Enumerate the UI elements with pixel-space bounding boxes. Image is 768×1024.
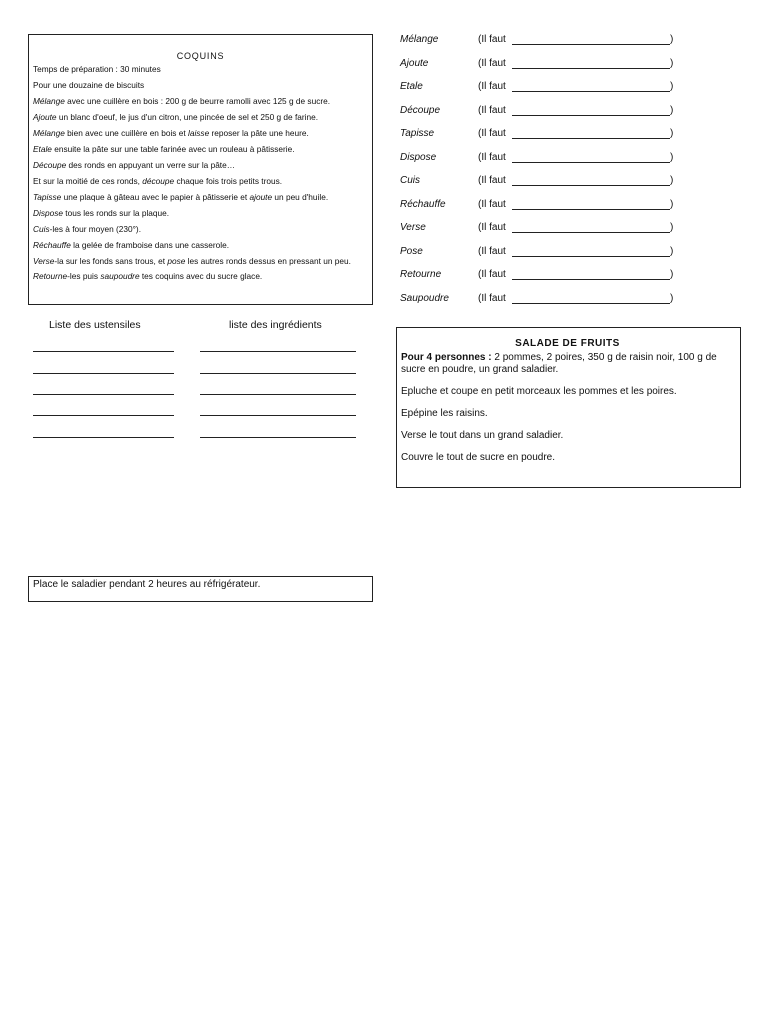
il-faut-label: (Il faut	[478, 199, 506, 210]
coquins-step: Découpe des ronds en appuyant un verre sur la pâte…	[33, 160, 236, 170]
verb-answer-blank[interactable]	[512, 209, 670, 210]
verb-row	[400, 58, 680, 74]
ingredients-list-label: liste des ingrédients	[229, 319, 322, 331]
il-faut-label: (Il faut	[478, 152, 506, 163]
utensil-blank-line[interactable]	[33, 415, 174, 416]
verb-row	[400, 175, 680, 191]
utensils-list-label: Liste des ustensiles	[49, 319, 141, 331]
il-faut-label: (Il faut	[478, 175, 506, 186]
il-faut-label: (Il faut	[478, 58, 506, 69]
coquins-prep-time: Temps de préparation : 30 minutes	[33, 64, 161, 74]
verb-answer-blank[interactable]	[512, 256, 670, 257]
il-faut-label: (Il faut	[478, 81, 506, 92]
close-paren: )	[670, 246, 674, 257]
il-faut-label: (Il faut	[478, 222, 506, 233]
verb-row	[400, 81, 680, 97]
coquins-step: Mélange avec une cuillère en bois : 200 g de beurre ramolli avec 125 g de sucre.	[33, 96, 331, 106]
close-paren: )	[670, 152, 674, 163]
verb-row	[400, 246, 680, 262]
ingredient-blank-line[interactable]	[200, 394, 356, 395]
ingredient-blank-line[interactable]	[200, 437, 356, 438]
utensil-blank-line[interactable]	[33, 351, 174, 352]
salade-title: SALADE DE FRUITS	[515, 338, 620, 349]
coquins-step: Retourne-les puis saupoudre tes coquins avec du sucre glace.	[33, 271, 263, 281]
verb-answer-blank[interactable]	[512, 91, 670, 92]
salade-recipe-box	[396, 327, 741, 488]
coquins-recipe-box	[28, 34, 373, 305]
salade-ingredients: Pour 4 personnes : 2 pommes, 2 poires, 350 g de raisin noir, 100 g de sucre en poudre, un grand saladier.	[401, 352, 717, 375]
verb-row	[400, 293, 680, 309]
verb-name: Dispose	[400, 152, 437, 163]
coquins-title: COQUINS	[176, 51, 225, 61]
verb-row	[400, 199, 680, 215]
verb-answer-blank[interactable]	[512, 162, 670, 163]
close-paren: )	[670, 105, 674, 116]
close-paren: )	[670, 128, 674, 139]
ingredient-blank-line[interactable]	[200, 415, 356, 416]
close-paren: )	[670, 175, 674, 186]
il-faut-label: (Il faut	[478, 105, 506, 116]
verb-name: Cuis	[400, 175, 421, 186]
verb-name: Retourne	[400, 269, 442, 280]
coquins-step: Dispose tous les ronds sur la plaque.	[33, 208, 170, 218]
verb-row	[400, 128, 680, 144]
salade-step: Epépine les raisins.	[401, 408, 488, 419]
verb-answer-blank[interactable]	[512, 303, 670, 304]
verb-row	[400, 269, 680, 285]
salade-step: Couvre le tout de sucre en poudre.	[401, 452, 555, 463]
close-paren: )	[670, 199, 674, 210]
close-paren: )	[670, 293, 674, 304]
coquins-step: Et sur la moitié de ces ronds, découpe chaque fois trois petits trous.	[33, 176, 283, 186]
verb-row	[400, 222, 680, 238]
coquins-yield: Pour une douzaine de biscuits	[33, 80, 145, 90]
il-faut-label: (Il faut	[478, 246, 506, 257]
verb-row	[400, 105, 680, 121]
coquins-step: Tapisse une plaque à gâteau avec le papier à pâtisserie et ajoute un peu d'huile.	[33, 192, 329, 202]
coquins-step: Ajoute un blanc d'oeuf, le jus d'un citron, une pincée de sel et 250 g de farine.	[33, 112, 319, 122]
il-faut-label: (Il faut	[478, 269, 506, 280]
verb-answer-blank[interactable]	[512, 232, 670, 233]
verb-name: Mélange	[400, 34, 439, 45]
close-paren: )	[670, 58, 674, 69]
close-paren: )	[670, 269, 674, 280]
verb-name: Verse	[400, 222, 426, 233]
salade-step: Epluche et coupe en petit morceaux les pommes et les poires.	[401, 386, 677, 397]
verb-row	[400, 34, 680, 50]
verb-row	[400, 152, 680, 168]
verb-name: Réchauffe	[400, 199, 446, 210]
fridge-note-box: Place le saladier pendant 2 heures au réfrigérateur.	[28, 576, 373, 602]
close-paren: )	[670, 222, 674, 233]
verb-answer-blank[interactable]	[512, 115, 670, 116]
utensil-blank-line[interactable]	[33, 437, 174, 438]
verb-name: Etale	[400, 81, 423, 92]
verb-name: Saupoudre	[400, 293, 449, 304]
verb-name: Tapisse	[400, 128, 435, 139]
verb-answer-blank[interactable]	[512, 44, 670, 45]
verb-name: Découpe	[400, 105, 441, 116]
verb-name: Ajoute	[400, 58, 429, 69]
verb-answer-blank[interactable]	[512, 279, 670, 280]
coquins-step: Réchauffe la gelée de framboise dans une casserole.	[33, 240, 230, 250]
utensil-blank-line[interactable]	[33, 394, 174, 395]
coquins-step: Mélange bien avec une cuillère en bois et laisse reposer la pâte une heure.	[33, 128, 309, 138]
il-faut-label: (Il faut	[478, 293, 506, 304]
close-paren: )	[670, 34, 674, 45]
ingredient-blank-line[interactable]	[200, 351, 356, 352]
coquins-step: Verse-la sur les fonds sans trous, et pose les autres ronds dessus en pressant un peu.	[33, 256, 351, 266]
utensil-blank-line[interactable]	[33, 373, 174, 374]
ingredient-blank-line[interactable]	[200, 373, 356, 374]
coquins-step: Etale ensuite la pâte sur une table farinée avec un rouleau à pâtisserie.	[33, 144, 295, 154]
il-faut-label: (Il faut	[478, 34, 506, 45]
verb-answer-blank[interactable]	[512, 68, 670, 69]
coquins-step: Cuis-les à four moyen (230°).	[33, 224, 142, 234]
verb-answer-blank[interactable]	[512, 185, 670, 186]
verb-answer-blank[interactable]	[512, 138, 670, 139]
salade-step: Verse le tout dans un grand saladier.	[401, 430, 564, 441]
close-paren: )	[670, 81, 674, 92]
verb-name: Pose	[400, 246, 423, 257]
il-faut-label: (Il faut	[478, 128, 506, 139]
